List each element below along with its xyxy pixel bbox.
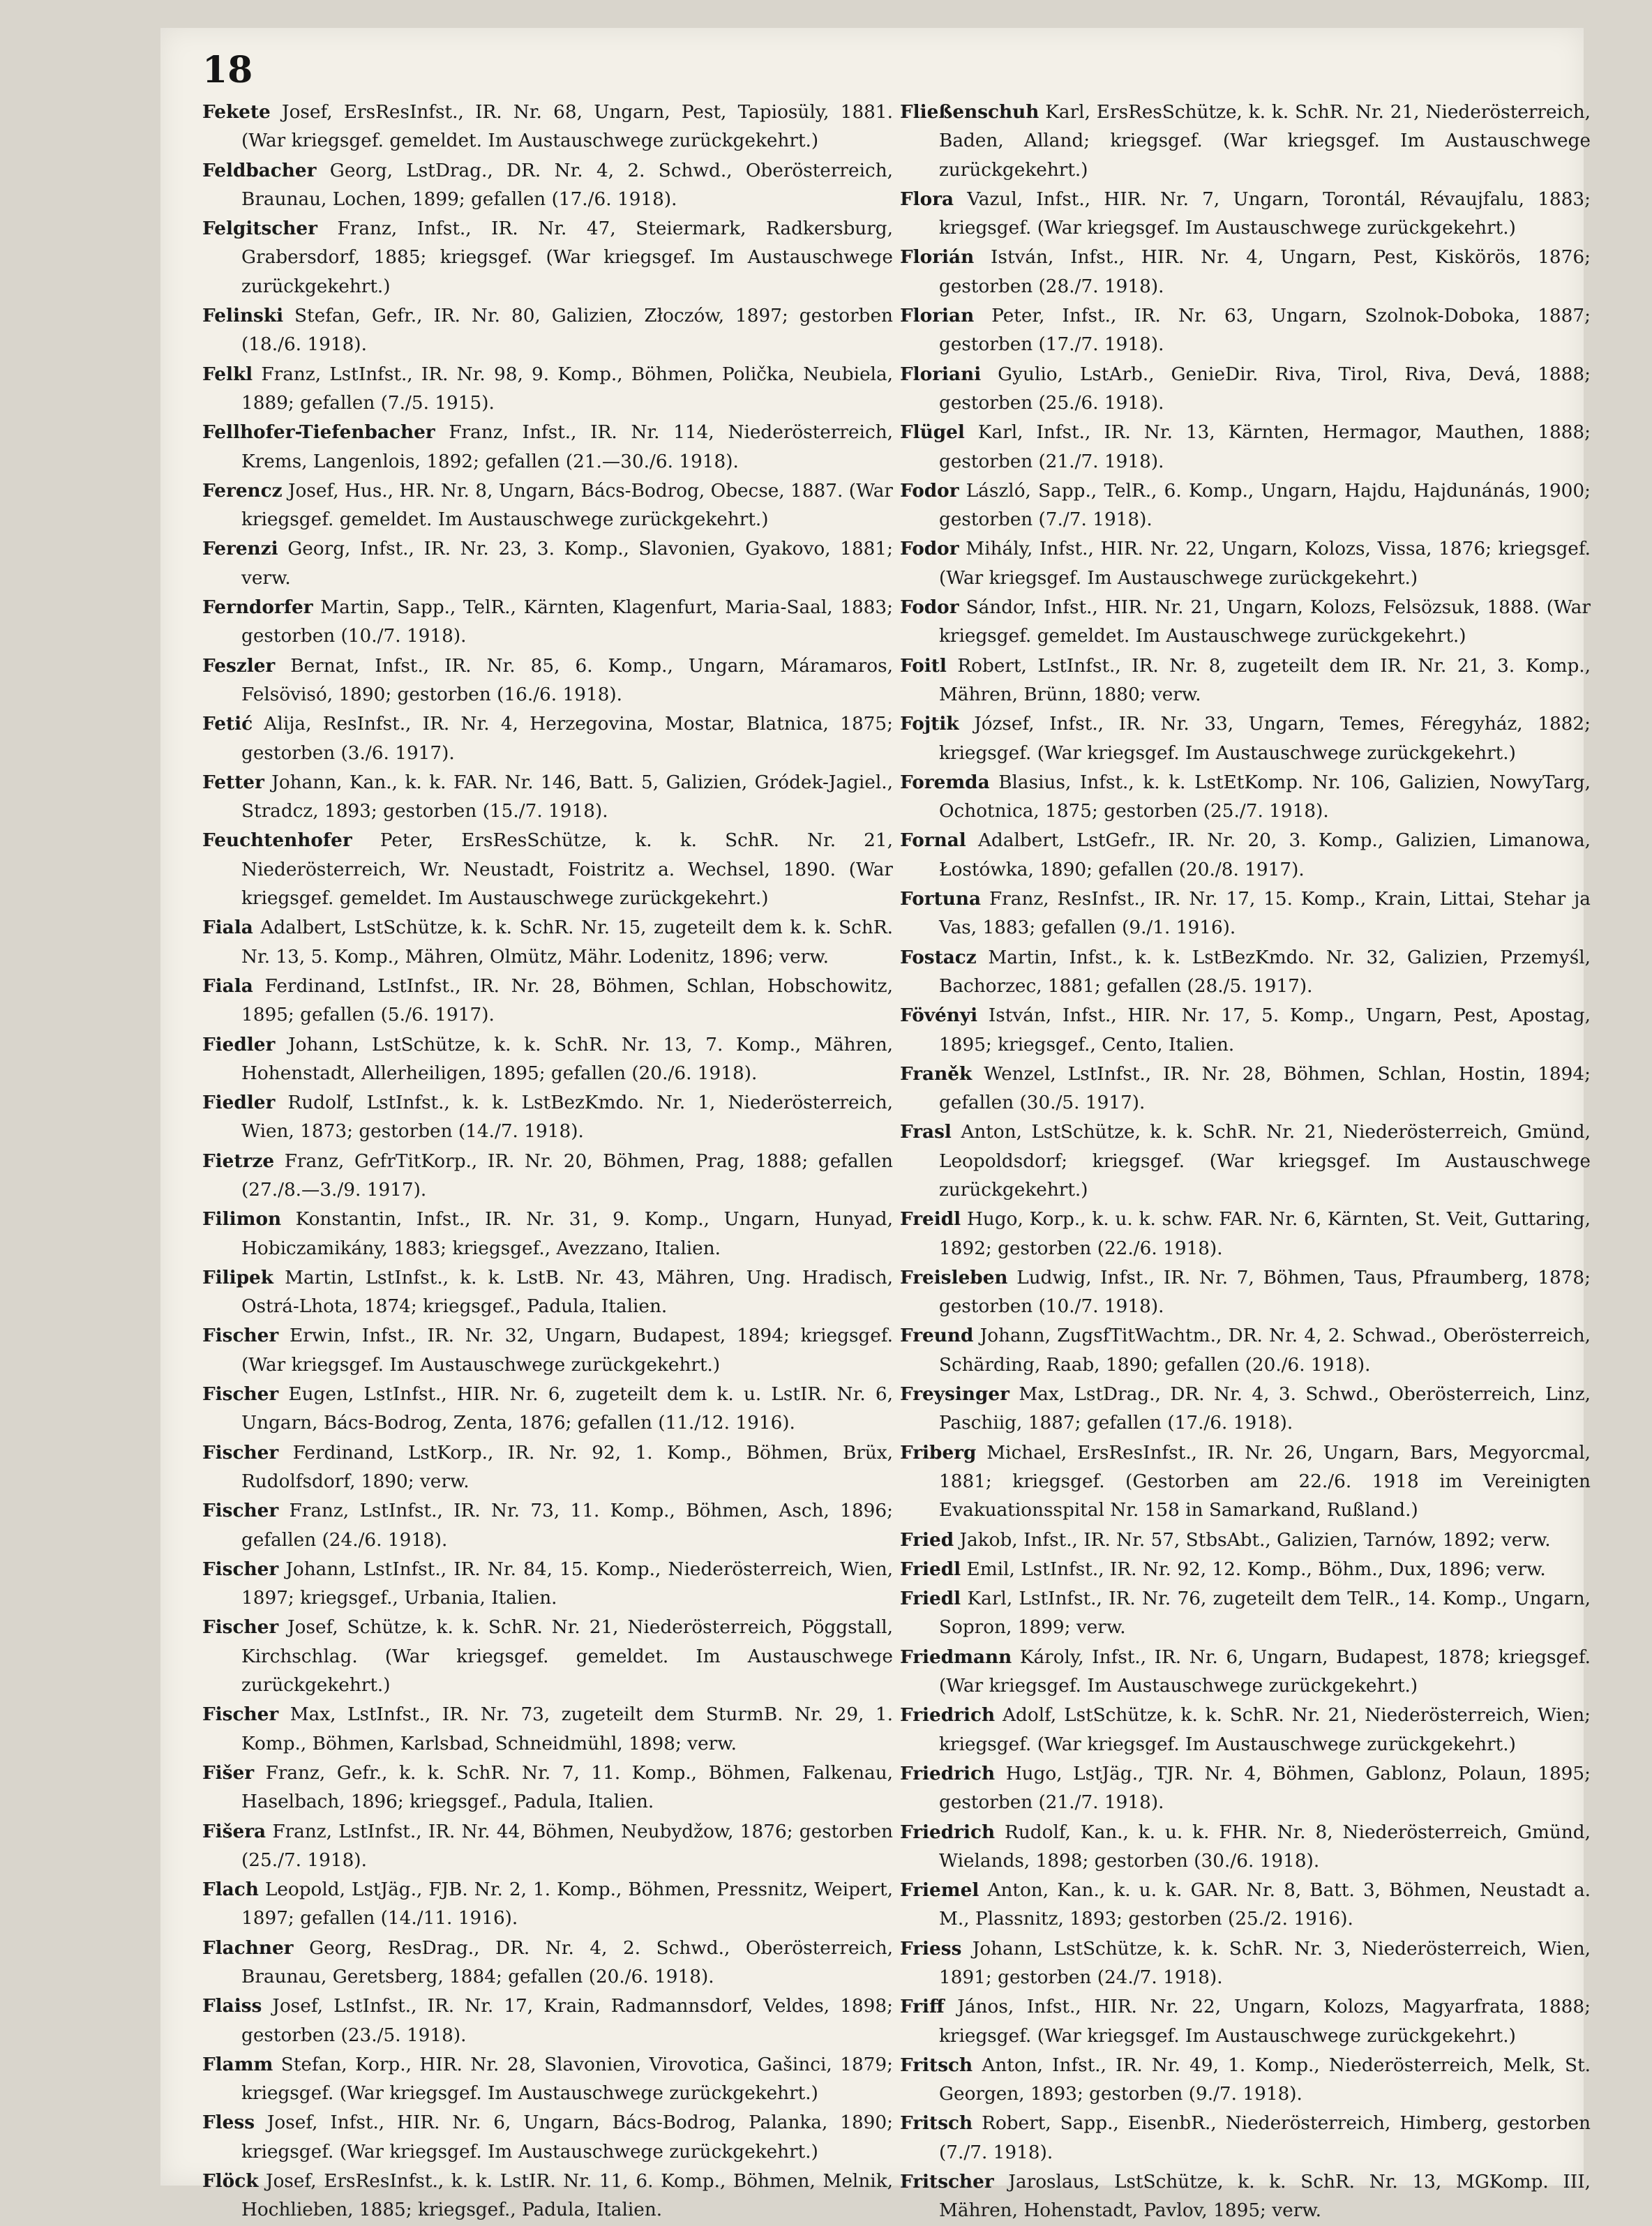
- register-entry: [900, 943, 1591, 1002]
- entry-surname: Feuchtenhofer: [202, 829, 352, 852]
- entry-details: Emil, LstInfst., IR. Nr. 92, 12. Komp., Böhm., Dux, 1896; verw.: [961, 1558, 1546, 1580]
- document-page: [160, 28, 1591, 2222]
- entry-details: Franz, LstInfst., IR. Nr. 98, 9. Komp., Böhmen, Polička, Neubiela, 1889; gefallen (7./5. 1915).: [241, 363, 893, 414]
- entry-surname: Freidl: [900, 1208, 961, 1231]
- entry-details: Stefan, Gefr., IR. Nr. 80, Galizien, Złoczów, 1897; gestorben (18./6. 1918).: [241, 306, 893, 356]
- register-entry: [202, 2108, 893, 2167]
- entry-surname: Fekete: [202, 101, 271, 123]
- register-entry: [202, 1555, 893, 1614]
- register-entry: [202, 98, 893, 156]
- register-entry: [900, 885, 1591, 943]
- entry-surname: Ferencz: [202, 479, 283, 502]
- entry-surname: Fodor: [900, 596, 959, 619]
- register-entry: [202, 913, 893, 972]
- entry-details: Mihály, Infst., HIR. Nr. 22, Ungarn, Kolozs, Vissa, 1876; kriegsgef. (War kriegsgef. Im Austauschwege zurückgekehrt.): [939, 539, 1591, 589]
- entry-surname: Friedrich: [900, 1762, 996, 1784]
- entry-details: Josef, ErsResInfst., k. k. LstIR. Nr. 11, 6. Komp., Böhmen, Melnik, Hochlieben, 1885; kriegsgef., Padula, Italien.: [241, 2171, 893, 2221]
- entry-details: Josef, LstInfst., IR. Nr. 17, Krain, Radmannsdorf, Veldes, 1898; gestorben (23./5. 1918).: [241, 1996, 893, 2046]
- register-entry: [202, 1759, 893, 1817]
- entry-details: Georg, LstDrag., DR. Nr. 4, 2. Schwd., Oberösterreich, Braunau, Lochen, 1899; gefallen (17./6. 1918).: [241, 160, 893, 210]
- register-entry: [900, 1438, 1591, 1526]
- entry-surname: Fellhofer-Tiefenbacher: [202, 421, 435, 444]
- entry-surname: Friberg: [900, 1441, 977, 1464]
- entry-details: Franz, Infst., IR. Nr. 114, Niederösterreich, Krems, Langenlois, 1892; gefallen (21.—30./6. 1918).: [241, 422, 893, 472]
- entry-surname: Fišer: [202, 1761, 255, 1784]
- register-entry: [202, 709, 893, 768]
- entry-surname: Fetter: [202, 771, 264, 793]
- entry-details: Adolf, LstSchütze, k. k. SchR. Nr. 21, Niederösterreich, Wien; kriegsgef. (War kriegsgef. Im Austauschwege zurückgekehrt.): [939, 1705, 1591, 1755]
- register-entry: [900, 1555, 1591, 1584]
- entry-details: Rudolf, LstInfst., k. k. LstBezKmdo. Nr. 1, Niederösterreich, Wien, 1873; gestorben (14./7. 1918).: [241, 1092, 893, 1143]
- register-entry: [202, 1992, 893, 2050]
- entry-details: Erwin, Infst., IR. Nr. 32, Ungarn, Budapest, 1894; kriegsgef. (War kriegsgef. Im Austauschwege zurückgekehrt.): [241, 1325, 893, 1376]
- entry-surname: Frasl: [900, 1121, 952, 1143]
- register-entry: [202, 1380, 893, 1438]
- entry-details: Jaroslaus, LstSchütze, k. k. SchR. Nr. 13, MGKomp. III, Mähren, Hohenstadt, Pavlov, 1895; verw.: [939, 2172, 1591, 2222]
- register-entry: [900, 534, 1591, 593]
- entry-surname: Fried: [900, 1528, 954, 1551]
- entry-details: Karl, LstInfst., IR. Nr. 76, zugeteilt dem TelR., 14. Komp., Ungarn, Sopron, 1899; verw.: [939, 1588, 1591, 1639]
- entry-surname: Fodor: [900, 538, 959, 560]
- entry-details: Jakob, Infst., IR. Nr. 57, StbsAbt., Galizien, Tarnów, 1892; verw.: [954, 1529, 1551, 1551]
- entry-surname: Fließenschuh: [900, 101, 1039, 123]
- entry-details: Josef, Schütze, k. k. SchR. Nr. 21, Niederösterreich, Pöggstall, Kirchschlag. (War kriegsgef. gemeldet. Im Austauschwege zurückgekehrt.): [241, 1617, 893, 1697]
- entry-surname: Friedrich: [900, 1704, 996, 1727]
- entry-surname: Friff: [900, 1996, 945, 2018]
- entry-surname: Flöck: [202, 2170, 259, 2193]
- register-entry: [900, 1584, 1591, 1643]
- entry-details: Gyulio, LstArb., GenieDir. Riva, Tirol, Riva, Devá, 1888; gestorben (25./6. 1918).: [939, 363, 1591, 414]
- entry-surname: Fischer: [202, 1616, 279, 1639]
- register-entry: [900, 709, 1591, 768]
- register-entry: [900, 652, 1591, 710]
- entry-surname: Friemel: [900, 1879, 979, 1902]
- entry-surname: Fornal: [900, 829, 966, 852]
- register-entry: [202, 768, 893, 827]
- register-entry: [900, 360, 1591, 419]
- entry-details: Adalbert, LstGefr., IR. Nr. 20, 3. Komp., Galizien, Limanowa, Łostówka, 1890; gefallen (20./8. 1917).: [939, 830, 1591, 880]
- register-entry: [900, 301, 1591, 360]
- entry-details: Sándor, Infst., HIR. Nr. 21, Ungarn, Kolozs, Felsözsuk, 1888. (War kriegsgef. gemeldet. Im Austauschwege zurückgekehrt.): [939, 597, 1591, 647]
- entry-details: Adalbert, LstSchütze, k. k. SchR. Nr. 15, zugeteilt dem k. k. SchR. Nr. 13, 5. Komp., Mähren, Olmütz, Mähr. Lodenitz, 1896; verw.: [241, 917, 893, 968]
- entry-surname: Friedrich: [900, 1821, 996, 1843]
- entry-surname: Flachner: [202, 1937, 294, 1959]
- entry-details: Johann, Kan., k. k. FAR. Nr. 146, Batt. 5, Galizien, Gródek-Jagiel., Stradcz, 1893; gestorben (15./7. 1918).: [241, 772, 893, 822]
- register-entry: [900, 1263, 1591, 1322]
- entry-surname: Flügel: [900, 421, 965, 444]
- entry-details: Josef, Hus., HR. Nr. 8, Ungarn, Bács-Bodrog, Obecse, 1887. (War kriegsgef. gemeldet. Im Austauschwege zurückgekehrt.): [241, 480, 893, 531]
- entry-surname: Fetić: [202, 713, 253, 735]
- register-entry: [202, 2050, 893, 2109]
- entry-surname: Fiala: [202, 917, 253, 939]
- register-entry: [900, 1759, 1591, 1818]
- entry-details: Franz, GefrTitKorp., IR. Nr. 20, Böhmen, Prag, 1888; gefallen (27./8.—3./9. 1917).: [241, 1150, 893, 1201]
- register-entry: [900, 1876, 1591, 1934]
- entry-details: Robert, LstInfst., IR. Nr. 8, zugeteilt dem IR. Nr. 21, 3. Komp., Mähren, Brünn, 1880; verw.: [939, 655, 1591, 705]
- entry-surname: Fischer: [202, 1500, 279, 1522]
- entry-details: Eugen, LstInfst., HIR. Nr. 6, zugeteilt dem k. u. LstIR. Nr. 6, Ungarn, Bács-Bodrog, Zenta, 1876; gefallen (11./12. 1916).: [241, 1384, 893, 1434]
- entry-details: Josef, ErsResInfst., IR. Nr. 68, Ungarn, Pest, Tapiosüly, 1881. (War kriegsgef. gemeldet. Im Austauschwege zurückgekehrt.): [241, 102, 893, 152]
- register-entry: [900, 1001, 1591, 1060]
- entry-details: Wenzel, LstInfst., IR. Nr. 28, Böhmen, Schlan, Hostin, 1894; gefallen (30./5. 1917).: [939, 1063, 1591, 1114]
- entry-details: Robert, Sapp., EisenbR., Niederösterreich, Himberg, gestorben (7./7. 1918).: [939, 2113, 1591, 2163]
- entry-surname: Feldbacher: [202, 159, 317, 181]
- entry-details: Karl, ErsResSchütze, k. k. SchR. Nr. 21, Niederösterreich, Baden, Alland; kriegsgef. (War kriegsgef. Im Austauschwege zurückgekehrt.): [939, 102, 1591, 181]
- register-entry: [900, 1934, 1591, 1993]
- entry-surname: Filipek: [202, 1266, 273, 1288]
- entry-details: Hugo, LstJäg., TJR. Nr. 4, Böhmen, Gablonz, Polaun, 1895; gestorben (21./7. 1918).: [939, 1763, 1591, 1814]
- register-entry: [900, 2109, 1591, 2167]
- entry-details: Martin, Sapp., TelR., Kärnten, Klagenfurt, Maria-Saal, 1883; gestorben (10./7. 1918).: [241, 597, 893, 647]
- register-entry: [202, 1030, 893, 1089]
- entry-surname: Flaiss: [202, 1995, 262, 2017]
- entry-surname: Freisleben: [900, 1266, 1008, 1288]
- entry-details: Stefan, Korp., HIR. Nr. 28, Slavonien, Virovotica, Gašinci, 1879; kriegsgef. (War kriegsgef. Im Austauschwege zurückgekehrt.): [241, 2054, 893, 2105]
- entry-surname: Flach: [202, 1879, 259, 1901]
- register-entry: [202, 2167, 893, 2225]
- entry-surname: Fiedler: [202, 1092, 276, 1114]
- entry-surname: Ferenzi: [202, 538, 278, 560]
- register-entry: [900, 1118, 1591, 1205]
- entry-surname: Foitl: [900, 654, 947, 677]
- register-entry: [900, 1321, 1591, 1380]
- register-entry: [900, 593, 1591, 652]
- register-entry: [900, 185, 1591, 243]
- register-entry: [202, 1496, 893, 1555]
- entry-surname: Fritsch: [900, 2054, 973, 2076]
- register-entry: [202, 1205, 893, 1263]
- entry-details: Anton, Kan., k. u. k. GAR. Nr. 8, Batt. 3, Böhmen, Neustadt a. M., Plassnitz, 1893; gestorben (25./2. 1916).: [939, 1880, 1591, 1930]
- entry-surname: Fostacz: [900, 946, 977, 968]
- entry-surname: Flamm: [202, 2053, 273, 2075]
- entry-surname: Fodor: [900, 479, 959, 502]
- entry-details: Alija, ResInfst., IR. Nr. 4, Herzegovina, Mostar, Blatnica, 1875; gestorben (3./6. 1917).: [241, 714, 893, 764]
- entry-details: Karl, Infst., IR. Nr. 13, Kärnten, Hermagor, Mauthen, 1888; gestorben (21./7. 1918).: [939, 422, 1591, 472]
- entry-surname: Friedl: [900, 1558, 961, 1580]
- register-entry: [202, 1613, 893, 1700]
- entry-details: Hugo, Korp., k. u. k. schw. FAR. Nr. 6, Kärnten, St. Veit, Guttaring, 1892; gestorben (22./6. 1918).: [939, 1209, 1591, 1259]
- register-entry: [900, 98, 1591, 185]
- register-entry: [202, 1700, 893, 1759]
- entry-details: Max, LstDrag., DR. Nr. 4, 3. Schwd., Oberösterreich, Linz, Paschiig, 1887; gefallen (17./6. 1918).: [939, 1384, 1591, 1434]
- entry-surname: Fischer: [202, 1558, 279, 1580]
- entry-surname: Freund: [900, 1325, 974, 1347]
- entry-surname: Feszler: [202, 654, 276, 677]
- register-entry: [202, 972, 893, 1030]
- entry-surname: Fišera: [202, 1820, 266, 1842]
- register-entry: [202, 593, 893, 652]
- entry-surname: Felgitscher: [202, 218, 317, 240]
- right-column: [900, 98, 1591, 2226]
- register-entry: [202, 1875, 893, 1934]
- entry-surname: Floriani: [900, 363, 982, 385]
- entry-surname: Franěk: [900, 1062, 973, 1085]
- register-entry: [900, 1701, 1591, 1759]
- register-entry: [900, 826, 1591, 885]
- entry-surname: Foremda: [900, 771, 990, 793]
- left-column: [202, 98, 893, 2225]
- register-entry: [202, 214, 893, 301]
- entry-details: Franz, Infst., IR. Nr. 47, Steiermark, Radkersburg, Grabersdorf, 1885; kriegsgef. (War kriegsgef. Im Austauschwege zurückgekehrt.): [241, 218, 893, 297]
- entry-details: Peter, Infst., IR. Nr. 63, Ungarn, Szolnok-Doboka, 1887; gestorben (17./7. 1918).: [939, 306, 1591, 356]
- entry-surname: Ferndorfer: [202, 596, 313, 619]
- register-entry: [202, 1263, 893, 1322]
- entry-details: Johann, LstInfst., IR. Nr. 84, 15. Komp., Niederösterreich, Wien, 1897; kriegsgef., Urbania, Italien.: [241, 1558, 893, 1609]
- entry-details: Martin, LstInfst., k. k. LstB. Nr. 43, Mähren, Ung. Hradisch, Ostrá-Lhota, 1874; kriegsgef., Padula, Italien.: [241, 1267, 893, 1318]
- entry-surname: Freysinger: [900, 1383, 1009, 1406]
- entry-surname: Felinski: [202, 305, 284, 327]
- register-entry: [202, 1934, 893, 1992]
- entry-details: Michael, ErsResInfst., IR. Nr. 26, Ungarn, Bars, Megyorcmal, 1881; kriegsgef. (Gestorben am 22./6. 1918 im Vereinigten Evakuationsspital Nr. 158 in Samarkand, Rußland.): [939, 1442, 1591, 1521]
- entry-details: Ferdinand, LstInfst., IR. Nr. 28, Böhmen, Schlan, Hobschowitz, 1895; gefallen (5./6. 1917).: [241, 975, 893, 1026]
- entry-details: Johann, LstSchütze, k. k. SchR. Nr. 13, 7. Komp., Mähren, Hohenstadt, Allerheiligen, 1895; gefallen (20./6. 1918).: [241, 1034, 893, 1084]
- entry-surname: Fövényi: [900, 1005, 978, 1027]
- entry-details: László, Sapp., TelR., 6. Komp., Ungarn, Hajdu, Hajdunánás, 1900; gestorben (7./7. 1918).: [939, 480, 1591, 531]
- entry-surname: Fischer: [202, 1325, 279, 1347]
- entry-details: Johann, LstSchütze, k. k. SchR. Nr. 3, Niederösterreich, Wien, 1891; gestorben (24./7. 1918).: [939, 1938, 1591, 1988]
- entry-details: Georg, Infst., IR. Nr. 23, 3. Komp., Slavonien, Gyakovo, 1881; verw.: [241, 539, 893, 589]
- entry-details: József, Infst., IR. Nr. 33, Ungarn, Temes, Féregyház, 1882; kriegsgef. (War kriegsgef. Im Austauschwege zurückgekehrt.): [939, 714, 1591, 764]
- entry-details: Anton, Infst., IR. Nr. 49, 1. Komp., Niederösterreich, Melk, St. Georgen, 1893; gestorben (9./7. 1918).: [939, 2054, 1591, 2105]
- register-entry: [202, 1088, 893, 1147]
- entry-surname: Fischer: [202, 1441, 279, 1464]
- register-entry: [900, 1205, 1591, 1263]
- entry-details: Anton, LstSchütze, k. k. SchR. Nr. 21, Niederösterreich, Gmünd, Leopoldsdorf; kriegsgef. (War kriegsgef. Im Austauschwege zurückgekehrt.): [939, 1122, 1591, 1201]
- register-entry: [900, 418, 1591, 476]
- entry-details: Franz, LstInfst., IR. Nr. 44, Böhmen, Neubydžow, 1876; gestorben (25./7. 1918).: [241, 1821, 893, 1871]
- register-entry: [900, 2167, 1591, 2226]
- entry-details: István, Infst., HIR. Nr. 4, Ungarn, Pest, Kiskörös, 1876; gestorben (28./7. 1918).: [939, 247, 1591, 297]
- entry-surname: Friedl: [900, 1588, 961, 1610]
- entry-details: Max, LstInfst., IR. Nr. 73, zugeteilt dem SturmB. Nr. 29, 1. Komp., Böhmen, Karlsbad, Schneidmühl, 1898; verw.: [241, 1704, 893, 1754]
- entry-surname: Friedmann: [900, 1646, 1012, 1668]
- entry-details: Franz, ResInfst., IR. Nr. 17, 15. Komp., Krain, Littai, Stehar ja Vas, 1883; gefallen (9./1. 1916).: [939, 889, 1591, 939]
- entry-details: Vazul, Infst., HIR. Nr. 7, Ungarn, Torontál, Révaujfalu, 1883; kriegsgef. (War kriegsgef. Im Austauschwege zurückgekehrt.): [939, 188, 1591, 239]
- entry-details: Franz, LstInfst., IR. Nr. 73, 11. Komp., Böhmen, Asch, 1896; gefallen (24./6. 1918).: [241, 1501, 893, 1551]
- entry-details: Ludwig, Infst., IR. Nr. 7, Böhmen, Taus, Pfraumberg, 1878; gestorben (10./7. 1918).: [939, 1267, 1591, 1318]
- entry-surname: Flora: [900, 188, 954, 210]
- register-entry: [202, 1321, 893, 1380]
- entry-details: Johann, ZugsfTitWachtm., DR. Nr. 4, 2. Schwad., Oberösterreich, Schärding, Raab, 1890; gefallen (20./6. 1918).: [939, 1325, 1591, 1376]
- entry-details: János, Infst., HIR. Nr. 22, Ungarn, Kolozs, Magyarfrata, 1888; kriegsgef. (War kriegsgef. Im Austauschwege zurückgekehrt.): [939, 1996, 1591, 2047]
- entry-details: Peter, ErsResSchütze, k. k. SchR. Nr. 21, Niederösterreich, Wr. Neustadt, Foistritz a. Wechsel, 1890. (War kriegsgef. gemeldet. Im Austauschwege zurückgekehrt.): [241, 830, 893, 910]
- register-entry: [202, 1147, 893, 1205]
- register-entry: [900, 1060, 1591, 1118]
- entry-surname: Florian: [900, 305, 975, 327]
- register-entry: [900, 1526, 1591, 1555]
- register-entry: [202, 652, 893, 710]
- register-entry: [202, 156, 893, 215]
- register-entry: [202, 418, 893, 476]
- entry-surname: Filimon: [202, 1208, 282, 1231]
- register-entry: [900, 1992, 1591, 2051]
- page-number: 18: [202, 49, 253, 91]
- register-entry: [900, 1380, 1591, 1438]
- register-entry: [202, 301, 893, 360]
- register-entry: [202, 360, 893, 419]
- entry-surname: Fietrze: [202, 1150, 275, 1172]
- register-entry: [202, 1438, 893, 1497]
- register-entry: [202, 826, 893, 913]
- register-entry: [900, 243, 1591, 301]
- register-entry: [900, 1818, 1591, 1877]
- entry-details: Josef, Infst., HIR. Nr. 6, Ungarn, Bács-Bodrog, Palanka, 1890; kriegsgef. (War kriegsgef. Im Austauschwege zurückgekehrt.): [241, 2112, 893, 2163]
- entry-surname: Felkl: [202, 363, 253, 385]
- entry-details: Martin, Infst., k. k. LstBezKmdo. Nr. 32, Galizien, Przemyśl, Bachorzec, 1881; gefallen (28./5. 1917).: [939, 947, 1591, 997]
- entry-surname: Fojtik: [900, 713, 959, 735]
- entry-surname: Florián: [900, 246, 975, 269]
- entry-details: Bernat, Infst., IR. Nr. 85, 6. Komp., Ungarn, Máramaros, Felsövisó, 1890; gestorben (16./6. 1918).: [241, 655, 893, 705]
- entry-details: Károly, Infst., IR. Nr. 6, Ungarn, Budapest, 1878; kriegsgef. (War kriegsgef. Im Austauschwege zurückgekehrt.): [939, 1646, 1591, 1697]
- entry-surname: Friess: [900, 1937, 962, 1960]
- entry-details: Konstantin, Infst., IR. Nr. 31, 9. Komp., Ungarn, Hunyad, Hobiczamikány, 1883; kriegsgef., Avezzano, Italien.: [241, 1209, 893, 1259]
- register-entry: [900, 1643, 1591, 1701]
- entry-surname: Fischer: [202, 1383, 279, 1406]
- entry-details: Franz, Gefr., k. k. SchR. Nr. 7, 11. Komp., Böhmen, Falkenau, Haselbach, 1896; kriegsgef., Padula, Italien.: [241, 1762, 893, 1813]
- entry-details: Georg, ResDrag., DR. Nr. 4, 2. Schwd., Oberösterreich, Braunau, Geretsberg, 1884; gefallen (20./6. 1918).: [241, 1937, 893, 1987]
- entry-surname: Fischer: [202, 1704, 279, 1726]
- register-entry: [900, 2051, 1591, 2110]
- entry-details: Rudolf, Kan., k. u. k. FHR. Nr. 8, Niederösterreich, Gmünd, Wielands, 1898; gestorben (30./6. 1918).: [939, 1821, 1591, 1872]
- entry-surname: Fiedler: [202, 1033, 276, 1055]
- entry-surname: Fritscher: [900, 2171, 994, 2193]
- entry-details: István, Infst., HIR. Nr. 17, 5. Komp., Ungarn, Pest, Apostag, 1895; kriegsgef., Cento, Italien.: [939, 1005, 1591, 1055]
- register-entry: [900, 476, 1591, 535]
- register-entry: [202, 534, 893, 593]
- entry-surname: Fless: [202, 2112, 255, 2134]
- register-entry: [900, 768, 1591, 827]
- entry-details: Blasius, Infst., k. k. LstEtKomp. Nr. 106, Galizien, NowyTarg, Ochotnica, 1875; gestorben (25./7. 1918).: [939, 772, 1591, 822]
- register-entry: [202, 476, 893, 535]
- entry-surname: Fortuna: [900, 888, 982, 910]
- entry-surname: Fritsch: [900, 2112, 973, 2135]
- register-entry: [202, 1817, 893, 1876]
- entry-details: Ferdinand, LstKorp., IR. Nr. 92, 1. Komp., Böhmen, Brüx, Rudolfsdorf, 1890; verw.: [241, 1442, 893, 1492]
- entry-surname: Fiala: [202, 975, 253, 997]
- entry-details: Leopold, LstJäg., FJB. Nr. 2, 1. Komp., Böhmen, Pressnitz, Weipert, 1897; gefallen (14./11. 1916).: [241, 1879, 893, 1930]
